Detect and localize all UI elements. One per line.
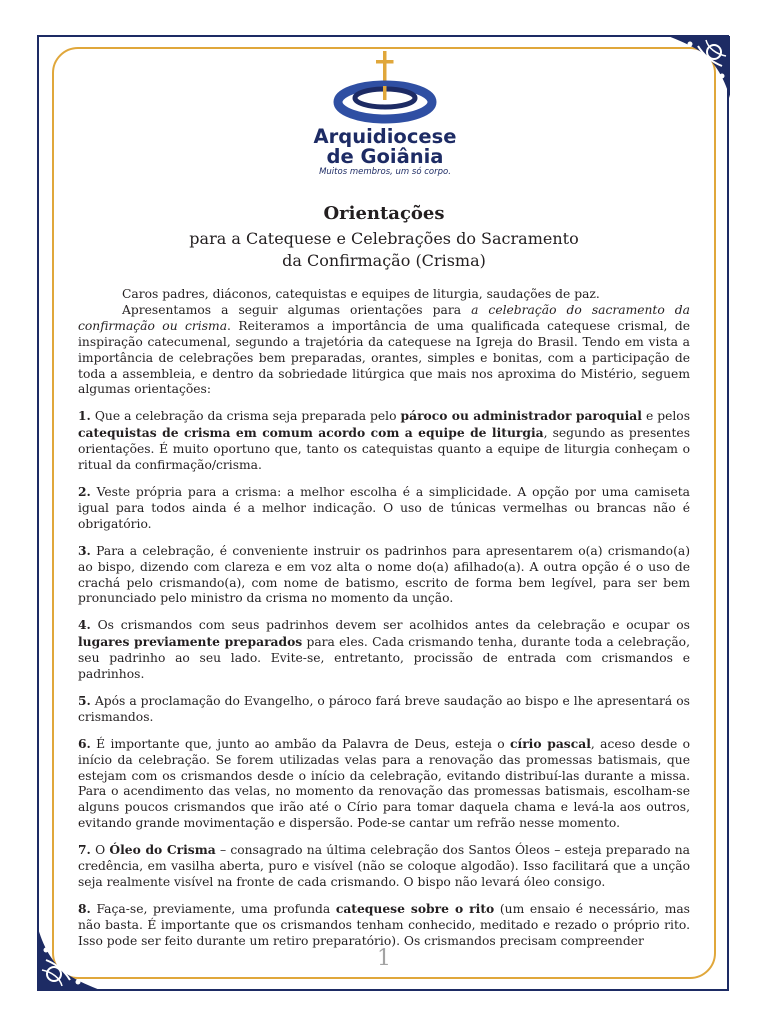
item-4: 4. Os crismandos com seus padrinhos devem ser acolhidos antes da celebração e ocupar os lugares previamente preparados para eles. Cada crismando tenha, durante toda a celebração, seu padrinho ao seu lado. Evite-se, entretanto, procissão de entrada com crismandos e padrinhos. (78, 617, 690, 682)
archdiocese-logo (300, 50, 470, 180)
item-2: 2. Veste própria para a crisma: a melhor escolha é a simplicidade. A opção por uma camiseta igual para todos ainda é a melhor indicação. O uso de túnicas vermelhas ou brancas não é obrigatório. (78, 483, 690, 531)
item-7: 7. O Óleo do Crisma – consagrado na última celebração dos Santos Óleos – esteja preparado na credência, em vasilha aberta, puro e visível (não se coloque algodão). Isso facilitará que a unção seja realmente visível na fronte de cada crismando. O bispo não levará óleo consigo. (78, 842, 690, 889)
document-subtitle-line1: para a Catequese e Celebrações do Sacramento (189, 229, 579, 248)
item-3: 3. Para a celebração, é conveniente instruir os padrinhos para apresentarem o(a) crismando(a) ao bispo, dizendo com clareza e em voz alta o nome do(a) afilhado(a). A outra opção é o uso de crachá pelo crismando(a), com nome de batismo, escrito de forma bem legível, para ser bem pronunciado pelo ministro da crisma no momento da unção. (78, 542, 690, 606)
item-8: 8. Faça-se, previamente, uma profunda catequese sobre o rito (um ensaio é necessário, mas não basta. É importante que os crismandos tenham conhecido, meditado e rezado o próprio rito. Isso pode ser feito durante um retiro preparatório). Os crismandos precisam compreender (78, 900, 690, 948)
item-1: 1. Que a celebração da crisma seja preparada pelo pároco ou administrador paroquial e pelos catequistas de crisma em comum acordo com a equipe de liturgia, segundo as presentes orientações. É muito oportuno que, tanto os catequistas quanto a equipe de liturgia conheçam o ritual da confirmação/crisma. (78, 408, 691, 473)
page-number: 1 (377, 946, 391, 971)
logo-name-line2: de Goiânia (326, 145, 444, 168)
greeting-paragraph: Caros padres, diáconos, catequistas e equipes de liturgia, saudações de paz. (122, 287, 600, 301)
item-5: 5. Após a proclamação do Evangelho, o pároco fará breve saudação ao bispo e lhe apresentará os crismandos. (78, 692, 690, 724)
logo-name-line1: Arquidiocese (313, 125, 457, 148)
corner-ornament-icon (668, 36, 730, 98)
intro-paragraph: Apresentamos a seguir algumas orientações para a celebração do sacramento da confirmação ou crisma. Reiteramos a importância de uma qualificada catequese crismal, de inspiração catecumenal, segundo a trajetória da catequese na Igreja do Brasil. Tendo em vista a importância de celebrações bem preparadas, orantes, simples e bonitas, com a participação de toda a assembleia, e dentro da sobriedade litúrgica que mais nos aproxima do Mistério, seguem algumas orientações: (78, 302, 691, 397)
document-body (78, 287, 690, 960)
logo-tagline: Muitos membros, um só corpo. (319, 167, 451, 177)
document-subtitle-line2: da Confirmação (Crisma) (282, 251, 486, 270)
document-title: Orientações (323, 203, 445, 224)
item-6: 6. É importante que, junto ao ambão da Palavra de Deus, esteja o círio pascal, aceso desde o início da celebração. Se forem utilizadas velas para a renovação das promessas batismais, que estejam com os crismandos desde o início da celebração, evitando distribuí-las durante a missa. Para o acendimento das velas, no momento da renovação das promessas batismais, escolham-se alguns poucos crismandos que irão até o Círio para tomar daquela chama e levá-la aos outros, evitando grande movimentação e dispersão. Pode-se cantar um refrão nesse momento. (78, 735, 690, 831)
logo-emblem (332, 50, 438, 126)
